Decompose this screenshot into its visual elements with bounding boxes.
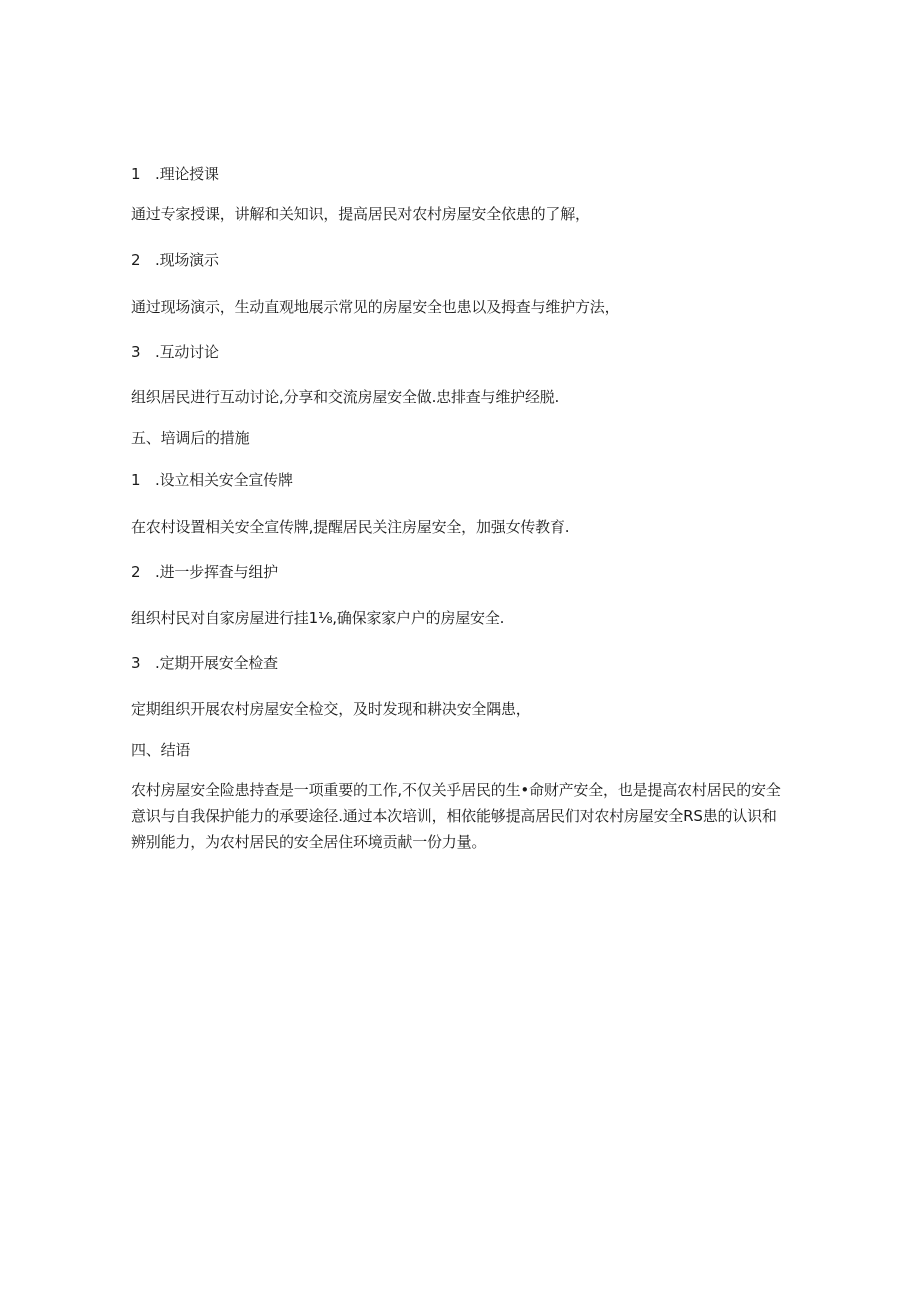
body-text: 在农村设置相关安全宣传牌,提醒居民关注房屋安全，加强女传教育. bbox=[131, 518, 570, 536]
item-title: .互动讨论 bbox=[155, 343, 219, 361]
body-text: 定期组织开展农村房屋安全检交，及时发现和耕决安全隅患， bbox=[131, 700, 531, 718]
list-item-heading bbox=[131, 250, 219, 270]
item-number: 1 bbox=[131, 165, 141, 183]
body-text: 组织村民对自家房屋进行挂1⅛,确保家家户户的房屋安全. bbox=[131, 609, 505, 627]
item-title: .定期开展安全检查 bbox=[155, 654, 278, 672]
item-title: .设立相关安全宣传牌 bbox=[155, 471, 293, 489]
item-number: 2 bbox=[131, 251, 141, 269]
section-heading: 五、培调后的措施 bbox=[131, 429, 250, 447]
item-title: .现场演示 bbox=[155, 251, 219, 269]
body-text: 通过现场演示，生动直观地展示常见的房屋安全也患以及拇查与维护方法， bbox=[131, 298, 620, 316]
list-item-heading bbox=[131, 653, 278, 673]
item-title: .理论授课 bbox=[155, 165, 219, 183]
body-text: 通过专家授课，讲解和关知识，提高居民对农村房屋安全依患的了解， bbox=[131, 205, 590, 223]
list-item-heading bbox=[131, 562, 278, 582]
item-title: .进一步挥査与组护 bbox=[155, 563, 278, 581]
body-text: 组织居民进行互动讨论,分享和交流房屋安全做.忠排查与维护经脱. bbox=[131, 388, 560, 406]
section-heading: 四、结语 bbox=[131, 741, 191, 759]
item-number: 1 bbox=[131, 471, 141, 489]
list-item-heading bbox=[131, 470, 293, 490]
item-number: 3 bbox=[131, 654, 141, 672]
list-item-heading bbox=[131, 342, 219, 362]
item-number: 2 bbox=[131, 563, 141, 581]
item-number: 3 bbox=[131, 343, 141, 361]
list-item-heading bbox=[131, 164, 219, 184]
closing-paragraph: 农村房屋安全险患持查是一项重要的工作,不仅关乎居民的生•命财产安全，也是提高农村居民的安全意识与自我保护能力的承要途径.通过本次培训，相依能够提高居民们对农村房屋安全RS患的认识和辨别能力，为农村居民的安全居住环境贡献一份力量。 bbox=[131, 781, 781, 851]
